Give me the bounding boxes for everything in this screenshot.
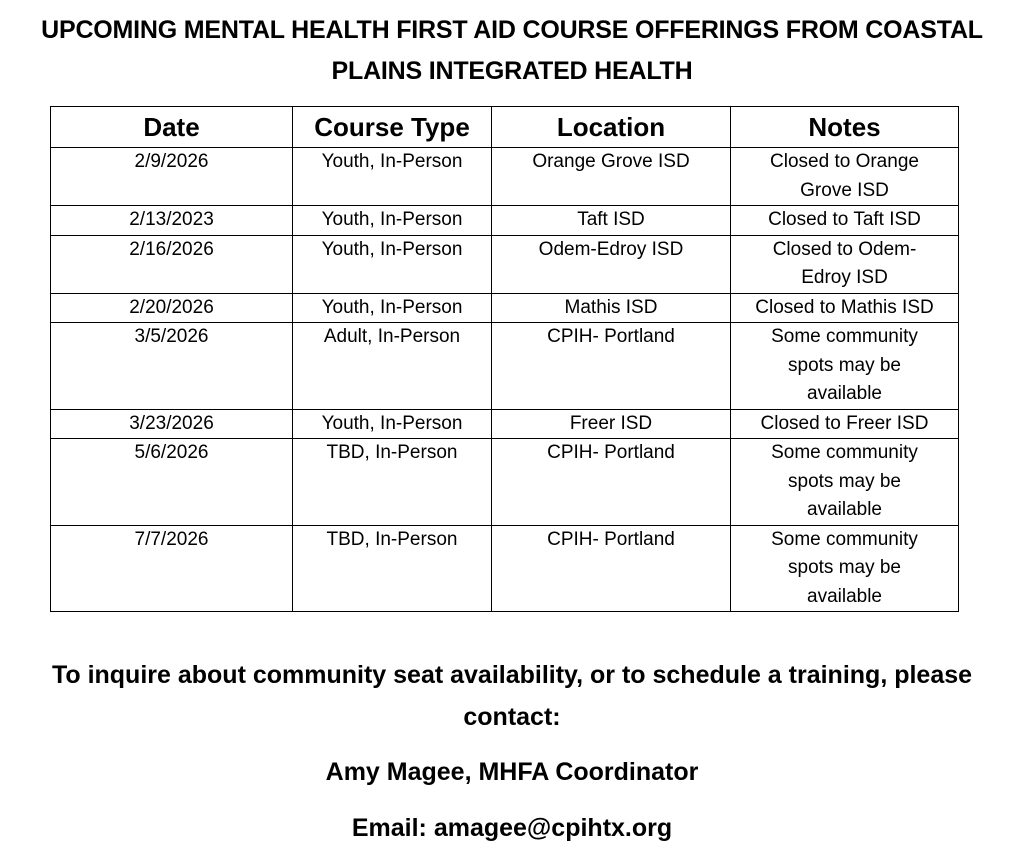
cell-course-type: Youth, In-Person [293,293,492,323]
inquiry-text: To inquire about community seat availability, or to schedule a training, please contact: [51,661,973,731]
cell-location: Orange Grove ISD [492,148,731,206]
cell-date: 2/20/2026 [51,293,293,323]
cell-location: Freer ISD [492,409,731,439]
table-row [51,409,959,439]
cell-date: 3/5/2026 [51,323,293,410]
cell-notes: Some community spots may be available [731,525,959,612]
cell-course-type: TBD, In-Person [293,525,492,612]
cell-date: 3/23/2026 [51,409,293,439]
cell-date: 2/13/2023 [51,206,293,236]
table-row [51,148,959,206]
cell-course-type: Youth, In-Person [293,206,492,236]
header-location: Location [492,107,731,148]
cell-course-type: Adult, In-Person [293,323,492,410]
cell-location: Odem-Edroy ISD [492,235,731,293]
cell-notes: Closed to Odem-Edroy ISD [731,235,959,293]
table-row [51,439,959,526]
cell-date: 2/9/2026 [51,148,293,206]
contact-email: Email: amagee@cpihtx.org [351,814,673,842]
table-row [51,235,959,293]
cell-notes: Some community spots may be available [731,439,959,526]
contact-name: Amy Magee, MHFA Coordinator [325,758,699,786]
table-header-row [51,107,959,148]
cell-notes: Closed to Freer ISD [731,409,959,439]
cell-course-type: Youth, In-Person [293,409,492,439]
header-notes: Notes [731,107,959,148]
cell-date: 2/16/2026 [51,235,293,293]
cell-location: Taft ISD [492,206,731,236]
cell-date: 7/7/2026 [51,525,293,612]
cell-date: 5/6/2026 [51,439,293,526]
cell-notes: Closed to Mathis ISD [731,293,959,323]
cell-notes: Closed to Orange Grove ISD [731,148,959,206]
cell-course-type: TBD, In-Person [293,439,492,526]
cell-location: CPIH- Portland [492,323,731,410]
page-title: UPCOMING MENTAL HEALTH FIRST AID COURSE OFFERINGS FROM COASTAL PLAINS INTEGRATED HEALTH [41,16,983,85]
cell-course-type: Youth, In-Person [293,235,492,293]
header-course-type: Course Type [293,107,492,148]
course-schedule-table [50,106,959,612]
table-row [51,293,959,323]
cell-notes: Some community spots may be available [731,323,959,410]
cell-location: CPIH- Portland [492,439,731,526]
cell-location: CPIH- Portland [492,525,731,612]
cell-notes: Closed to Taft ISD [731,206,959,236]
cell-location: Mathis ISD [492,293,731,323]
table-row [51,323,959,410]
table-row [51,525,959,612]
table-row [51,206,959,236]
header-date: Date [51,107,293,148]
cell-course-type: Youth, In-Person [293,148,492,206]
